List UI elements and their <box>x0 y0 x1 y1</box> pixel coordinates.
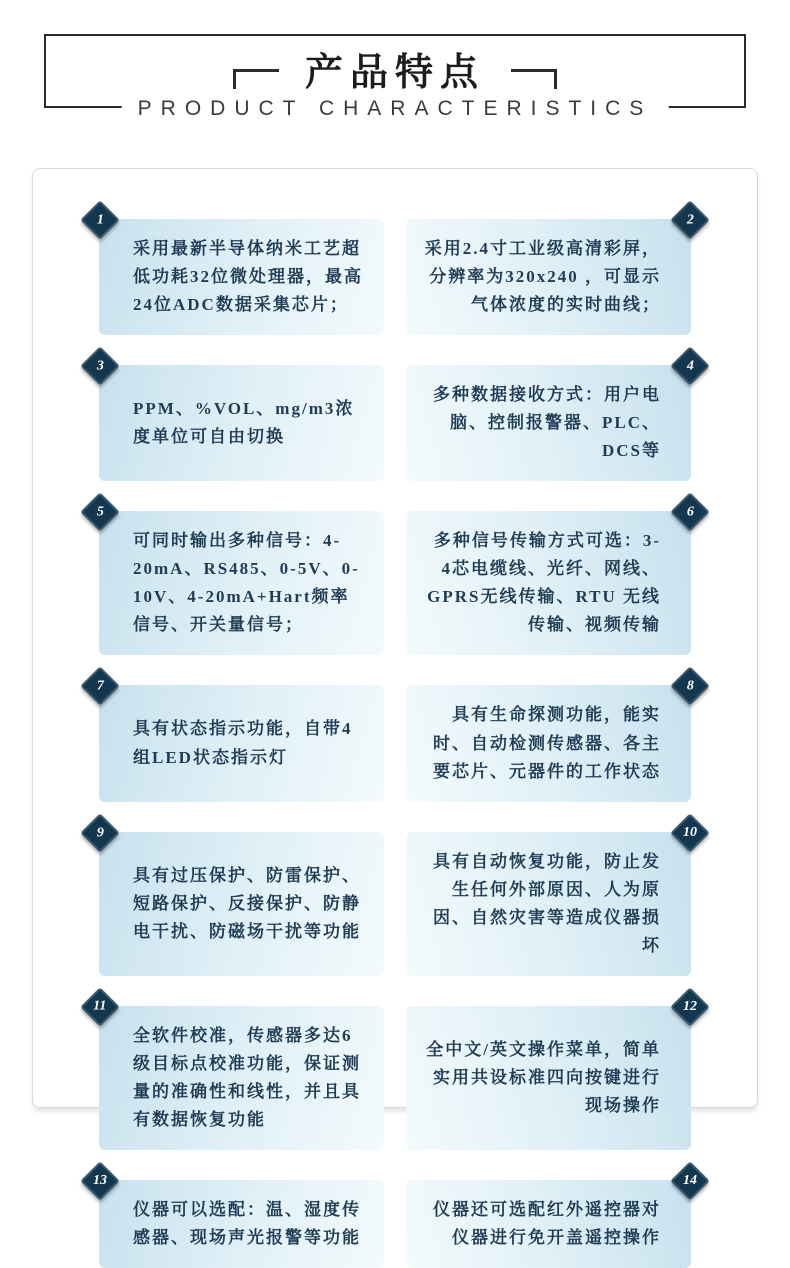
feature-card <box>96 212 384 335</box>
feature-number: 6 <box>686 504 694 520</box>
feature-number: 12 <box>683 998 697 1014</box>
feature-card <box>406 678 694 801</box>
feature-text: 具有生命探测功能，能实时、自动检测传感器、各主要芯片、元器件的工作状态 <box>433 705 661 781</box>
feature-number: 4 <box>686 358 694 374</box>
feature-card <box>96 358 384 481</box>
feature-number: 8 <box>686 678 694 694</box>
feature-text: 多种信号传输方式可选：3-4芯电缆线、光纤、网线、GPRS无线传输、RTU 无线传输、视频传输 <box>427 531 661 635</box>
feature-number-badge <box>80 667 120 707</box>
feature-card <box>96 504 384 655</box>
feature-text: 具有过压保护、防雷保护、短路保护、反接保护、防静电干扰、防磁场干扰等功能 <box>133 865 361 941</box>
features-grid <box>93 212 697 1268</box>
feature-number-badge <box>670 667 710 707</box>
features-board <box>32 168 758 1248</box>
feature-card <box>93 1172 384 1268</box>
feature-card <box>406 212 694 335</box>
feature-number-badge <box>80 346 120 386</box>
feature-number: 1 <box>96 212 104 227</box>
feature-number: 11 <box>93 998 107 1014</box>
feature-number-badge <box>670 987 710 1027</box>
feature-number-badge <box>80 987 120 1027</box>
feature-number-badge <box>670 1161 710 1201</box>
feature-card <box>406 1172 697 1268</box>
title-row <box>233 53 557 95</box>
header <box>44 34 746 120</box>
page-subtitle: PRODUCT CHARACTERISTICS <box>122 97 669 121</box>
feature-number: 5 <box>96 504 104 520</box>
page-title: 产品特点 <box>304 52 485 95</box>
feature-text: 仪器可以选配：温、湿度传感器、现场声光报警等功能 <box>133 1199 361 1248</box>
feature-card <box>406 824 697 976</box>
feature-text: 采用2.4寸工业级高清彩屏，分辨率为320x240 ，可显示气体浓度的实时曲线； <box>424 239 661 315</box>
feature-text: 采用最新半导体纳米工艺超低功耗32位微处理器，最高24位ADC数据采集芯片； <box>133 239 363 315</box>
feature-text: 全软件校准，传感器多达6级目标点校准功能，保证测量的准确性和线性，并且具有数据恢复功能 <box>133 1025 361 1129</box>
feature-text: 多种数据接收方式：用户电脑、控制报警器、PLC、DCS等 <box>433 385 661 461</box>
feature-card <box>93 998 384 1150</box>
feature-number: 10 <box>683 824 697 840</box>
feature-number: 9 <box>96 824 104 840</box>
feature-number: 2 <box>686 212 694 227</box>
feature-number: 7 <box>96 678 104 694</box>
feature-number-badge <box>670 200 710 240</box>
feature-number-badge <box>80 492 120 532</box>
feature-text: 具有状态指示功能，自带4组LED状态指示灯 <box>133 719 353 767</box>
feature-card <box>406 998 697 1150</box>
feature-text: 可同时输出多种信号：4-20mA、RS485、0-5V、0-10V、4-20mA+Hart频率信号、开关量信号； <box>133 531 360 635</box>
feature-text: PPM、%VOL、mg/m3浓度单位可自由切换 <box>133 399 355 447</box>
feature-card <box>406 358 694 481</box>
feature-number: 13 <box>93 1172 107 1188</box>
corner-bracket-left <box>233 69 279 89</box>
feature-number-badge <box>670 813 710 853</box>
feature-number: 3 <box>96 358 104 374</box>
feature-text: 仪器还可选配红外遥控器对仪器进行免开盖遥控操作 <box>433 1199 661 1248</box>
feature-card <box>406 504 694 655</box>
feature-number-badge <box>80 200 120 240</box>
feature-text: 具有自动恢复功能，防止发生任何外部原因、人为原因、自然灾害等造成仪器损坏 <box>433 851 661 955</box>
feature-number-badge <box>80 1161 120 1201</box>
feature-number-badge <box>670 492 710 532</box>
feature-card <box>96 678 384 801</box>
feature-card <box>96 824 384 976</box>
corner-bracket-right <box>511 69 557 89</box>
feature-number-badge <box>670 346 710 386</box>
feature-number: 14 <box>683 1172 697 1188</box>
feature-text: 全中文/英文操作菜单，简单实用共设标准四向按键进行现场操作 <box>426 1039 661 1115</box>
feature-number-badge <box>80 813 120 853</box>
